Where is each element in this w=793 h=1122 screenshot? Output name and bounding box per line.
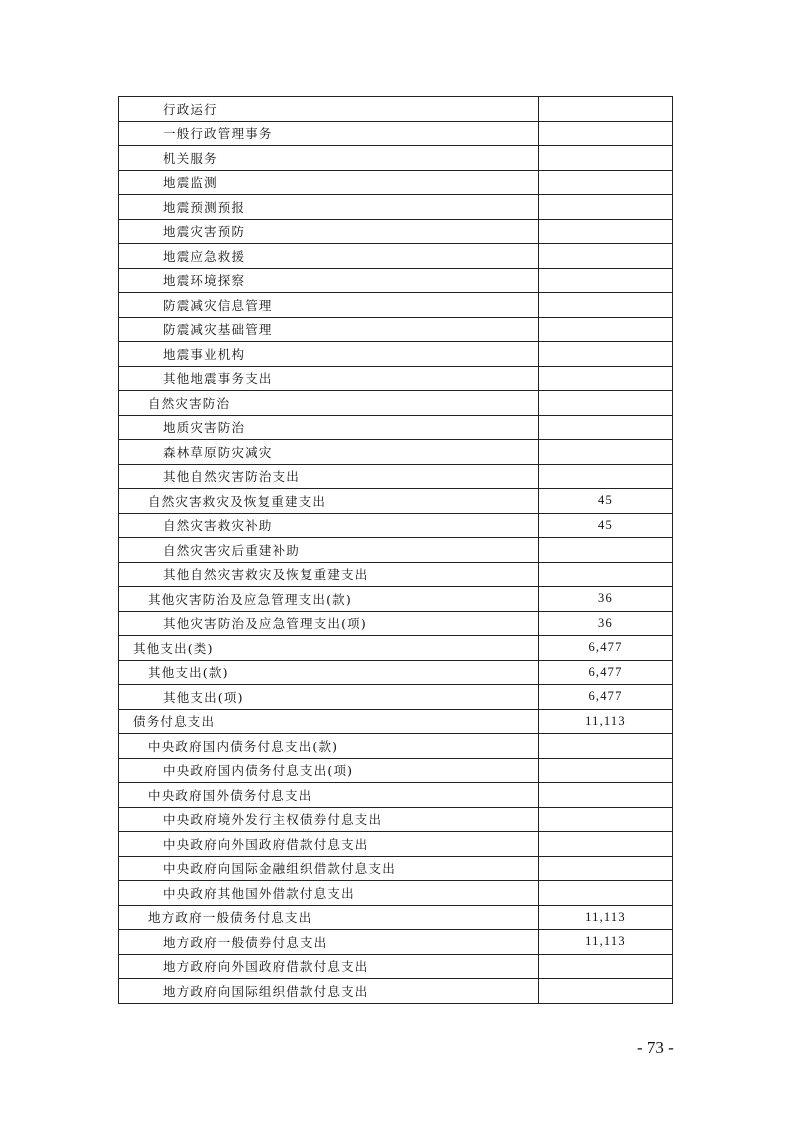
table-row: [119, 440, 673, 465]
table-row: [119, 783, 673, 808]
item-name-cell: 其他自然灾害防治支出: [119, 464, 539, 489]
table-row: [119, 538, 673, 563]
amount-cell: 45: [539, 513, 673, 538]
item-name-cell: 中央政府其他国外借款付息支出: [119, 881, 539, 906]
table-row: [119, 464, 673, 489]
item-name-cell: 其他灾害防治及应急管理支出(项): [119, 611, 539, 636]
item-name-cell: 债务付息支出: [119, 709, 539, 734]
amount-cell: [539, 366, 673, 391]
table-row: [119, 758, 673, 783]
amount-cell: [539, 562, 673, 587]
amount-cell: [539, 783, 673, 808]
amount-cell: [539, 342, 673, 367]
table-row: [119, 342, 673, 367]
item-name-cell: 一般行政管理事务: [119, 121, 539, 146]
table-row: [119, 317, 673, 342]
amount-cell: [539, 391, 673, 416]
amount-cell: [539, 121, 673, 146]
table-row: [119, 293, 673, 318]
amount-cell: [539, 954, 673, 979]
amount-cell: [539, 293, 673, 318]
table-row: [119, 734, 673, 759]
amount-cell: [539, 538, 673, 563]
amount-cell: [539, 758, 673, 783]
table-row: [119, 489, 673, 514]
item-name-cell: 其他支出(项): [119, 685, 539, 710]
item-name-cell: 防震减灾信息管理: [119, 293, 539, 318]
table-row: [119, 121, 673, 146]
item-name-cell: 行政运行: [119, 97, 539, 122]
item-name-cell: 森林草原防灾减灾: [119, 440, 539, 465]
item-name-cell: 地方政府一般债务付息支出: [119, 905, 539, 930]
amount-cell: [539, 170, 673, 195]
table-row: [119, 954, 673, 979]
item-name-cell: 其他灾害防治及应急管理支出(款): [119, 587, 539, 612]
table-row: [119, 415, 673, 440]
amount-cell: [539, 244, 673, 269]
table-row: [119, 930, 673, 955]
item-name-cell: 中央政府国内债务付息支出(项): [119, 758, 539, 783]
item-name-cell: 地震预测预报: [119, 195, 539, 220]
table-row: [119, 611, 673, 636]
item-name-cell: 其他支出(款): [119, 660, 539, 685]
table-row: [119, 636, 673, 661]
table-row: [119, 709, 673, 734]
table-row: [119, 881, 673, 906]
table-row: [119, 905, 673, 930]
table-row: [119, 587, 673, 612]
item-name-cell: 中央政府境外发行主权债券付息支出: [119, 807, 539, 832]
item-name-cell: 其他支出(类): [119, 636, 539, 661]
amount-cell: [539, 856, 673, 881]
item-name-cell: 中央政府向外国政府借款付息支出: [119, 832, 539, 857]
item-name-cell: 地质灾害防治: [119, 415, 539, 440]
table-row: [119, 195, 673, 220]
table-row: [119, 562, 673, 587]
table-row: [119, 856, 673, 881]
table-row: [119, 685, 673, 710]
item-name-cell: 地方政府向外国政府借款付息支出: [119, 954, 539, 979]
table-row: [119, 97, 673, 122]
item-name-cell: 中央政府国内债务付息支出(款): [119, 734, 539, 759]
item-name-cell: 机关服务: [119, 146, 539, 171]
table-row: [119, 170, 673, 195]
item-name-cell: 地方政府向国际组织借款付息支出: [119, 979, 539, 1004]
amount-cell: 11,113: [539, 930, 673, 955]
amount-cell: [539, 464, 673, 489]
amount-cell: [539, 807, 673, 832]
item-name-cell: 防震减灾基础管理: [119, 317, 539, 342]
amount-cell: [539, 415, 673, 440]
budget-expenditure-table: [118, 96, 673, 1004]
amount-cell: 11,113: [539, 709, 673, 734]
amount-cell: [539, 979, 673, 1004]
amount-cell: [539, 832, 673, 857]
item-name-cell: 自然灾害灾后重建补助: [119, 538, 539, 563]
table-row: [119, 807, 673, 832]
amount-cell: [539, 268, 673, 293]
amount-cell: [539, 734, 673, 759]
amount-cell: [539, 195, 673, 220]
amount-cell: 11,113: [539, 905, 673, 930]
item-name-cell: 地方政府一般债券付息支出: [119, 930, 539, 955]
table-row: [119, 513, 673, 538]
item-name-cell: 自然灾害救灾及恢复重建支出: [119, 489, 539, 514]
amount-cell: 6,477: [539, 660, 673, 685]
table-row: [119, 268, 673, 293]
table-row: [119, 832, 673, 857]
amount-cell: [539, 146, 673, 171]
amount-cell: [539, 97, 673, 122]
amount-cell: [539, 317, 673, 342]
item-name-cell: 中央政府国外债务付息支出: [119, 783, 539, 808]
amount-cell: [539, 881, 673, 906]
amount-cell: [539, 219, 673, 244]
table-row: [119, 219, 673, 244]
item-name-cell: 地震事业机构: [119, 342, 539, 367]
table-row: [119, 660, 673, 685]
table-body: [119, 97, 673, 1004]
amount-cell: 36: [539, 611, 673, 636]
amount-cell: 36: [539, 587, 673, 612]
item-name-cell: 地震环境探察: [119, 268, 539, 293]
amount-cell: 6,477: [539, 685, 673, 710]
item-name-cell: 自然灾害救灾补助: [119, 513, 539, 538]
page-number: - 73 -: [637, 1038, 674, 1057]
amount-cell: 6,477: [539, 636, 673, 661]
table-row: [119, 979, 673, 1004]
amount-cell: [539, 440, 673, 465]
item-name-cell: 地震灾害预防: [119, 219, 539, 244]
item-name-cell: 其他地震事务支出: [119, 366, 539, 391]
item-name-cell: 地震应急救援: [119, 244, 539, 269]
table-row: [119, 366, 673, 391]
item-name-cell: 自然灾害防治: [119, 391, 539, 416]
table-row: [119, 391, 673, 416]
item-name-cell: 中央政府向国际金融组织借款付息支出: [119, 856, 539, 881]
table-row: [119, 244, 673, 269]
amount-cell: 45: [539, 489, 673, 514]
table-row: [119, 146, 673, 171]
item-name-cell: 地震监测: [119, 170, 539, 195]
item-name-cell: 其他自然灾害救灾及恢复重建支出: [119, 562, 539, 587]
